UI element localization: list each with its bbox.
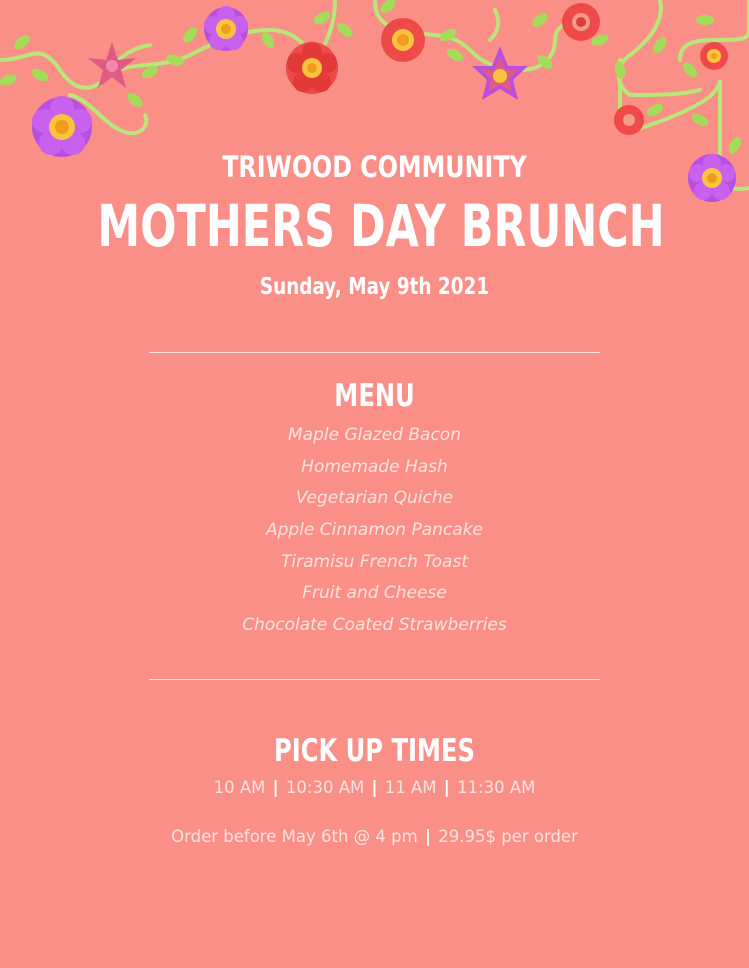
pickup-time: 10 AM (213, 778, 266, 797)
menu-list (0, 420, 749, 642)
menu-item: Fruit and Cheese (302, 583, 447, 604)
menu-item: Apple Cinnamon Pancake (265, 520, 483, 541)
pickup-heading: PICK UP TIMES (274, 733, 475, 769)
divider-top (149, 352, 600, 353)
organization-name: TRIWOOD COMMUNITY (222, 150, 527, 184)
pickup-time: 11 AM (384, 778, 437, 797)
menu-heading: MENU (334, 378, 415, 414)
time-separator: | (272, 778, 279, 797)
pickup-time: 11:30 AM (457, 778, 536, 797)
order-deadline: Order before May 6th @ 4 pm (171, 827, 418, 846)
menu-item: Tiramisu French Toast (281, 551, 468, 572)
pickup-time: 10:30 AM (285, 778, 365, 797)
menu-item: Vegetarian Quiche (295, 488, 454, 509)
order-separator: | (424, 827, 431, 846)
divider-bottom (149, 679, 600, 680)
event-title: MOTHERS DAY BRUNCH (97, 192, 665, 260)
menu-item: Homemade Hash (301, 456, 448, 477)
menu-item: Maple Glazed Bacon (288, 425, 461, 445)
order-price: 29.95$ per order (438, 827, 578, 846)
event-date: Sunday, May 9th 2021 (259, 274, 490, 300)
menu-item: Chocolate Coated Strawberries (242, 615, 507, 636)
time-separator: | (371, 778, 378, 797)
order-info (0, 827, 749, 846)
time-separator: | (443, 778, 450, 797)
pickup-times (0, 778, 749, 797)
